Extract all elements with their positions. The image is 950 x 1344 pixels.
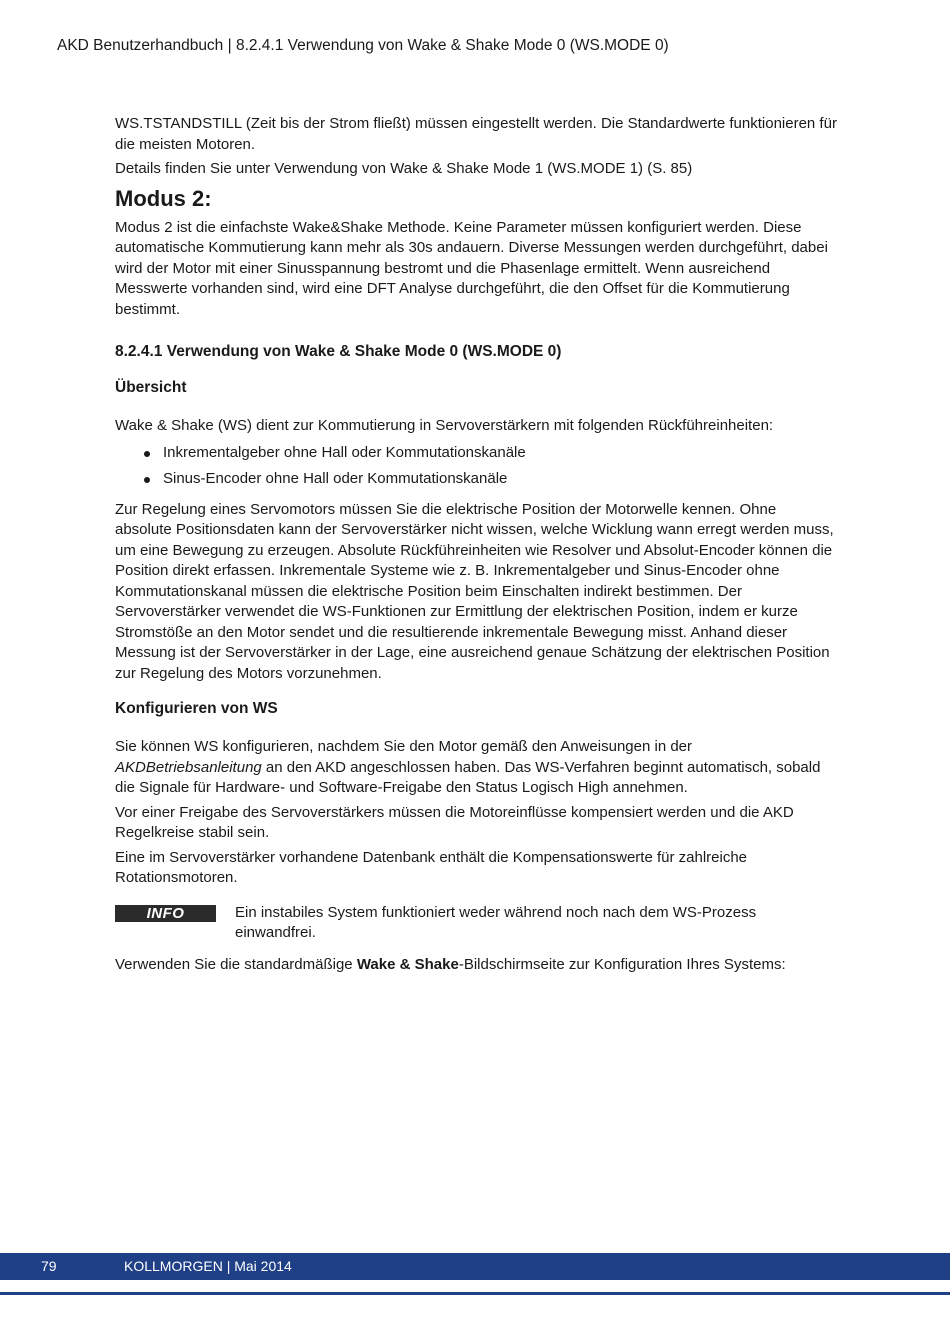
config-p4-text: Verwenden Sie die standardmäßige <box>115 955 357 973</box>
modus-2-paragraph: Modus 2 ist die einfachste Wake&Shake Methode. Keine Parameter müssen konfiguriert werden. Diese automatische Kommutierung kann mehr als 30s andauern. Diverse Messungen werden durchgeführt, dabei wird der Motor mit einer Sinusspannung bestromt und die Phasenlage ermittelt. Wenn ausreichend Messwerte vorhanden sind, wird eine DFT Analyse durchgeführt, die den Offset für die Kommutierung bestimmt. <box>115 218 828 318</box>
config-paragraph-4 <box>115 955 837 976</box>
overview-paragraph: Wake & Shake (WS) dient zur Kommutierung in Servoverstärkern mit folgenden Rückführeinheiten: <box>115 417 774 434</box>
section-body-paragraph: Zur Regelung eines Servomotors müssen Sie die elektrische Position der Motorwelle kennen. Ohne absolute Positionsdaten kann der Servoverstärker nicht wissen, welche Wicklung wann erregt werden muss, um eine Bewegung zu erzeugen. Absolute Rückführeinheiten wie Resolver und Absolut-Encoder können die Position direkt erfassen. Inkrementale Systeme wie z. B. Inkrementalgeber und Sinus-Encoder ohne Kommutationskanal müssen die elektrische Position beim Einschalten indirekt bestimmen. Der Servoverstärker verwendet die WS-Funktionen zur Ermittlung der elektrischen Position, indem er kurze Stromstöße an den Motor sendet und die resultierende inkrementale Bewegung misst. Anhand dieser Messung ist der Servoverstärker in der Lage, eine ausreichend genaue Schätzung der elektrischen Position zur Regelung des Motors vorzunehmen. <box>115 500 834 682</box>
section-heading: 8.2.4.1 Verwendung von Wake & Shake Mode 0 (WS.MODE 0) <box>115 343 562 360</box>
modus-2-heading: Modus 2: <box>115 185 212 211</box>
config-p4-text-end: -Bildschirmseite zur Konfiguration Ihres Systems: <box>458 955 786 973</box>
document-body <box>115 114 837 975</box>
list-item-text: Sinus-Encoder ohne Hall oder Kommutationskanäle <box>163 469 508 487</box>
page-number: 79 <box>41 1258 57 1274</box>
feedback-list <box>115 443 837 489</box>
config-p1-text: Sie können WS konfigurieren, nachdem Sie den Motor gemäß den Anweisungen in der <box>115 738 693 755</box>
footer-rule <box>0 1292 950 1295</box>
list-item <box>115 469 837 489</box>
bullet-icon <box>144 451 150 457</box>
info-text: Ein instabiles System funktioniert weder während noch nach dem WS-Prozess einwandfrei. <box>235 903 757 941</box>
bullet-icon <box>144 477 150 483</box>
wake-shake-term: Wake & Shake <box>356 955 459 973</box>
config-p1-text-end: an den AKD angeschlossen haben. Das WS-Verfahren beginnt automatisch, sobald die Signale für Hardware- und Software-Freigabe den Status Logisch High annehmen. <box>115 758 821 796</box>
intro-paragraph-1: WS.TSTANDSTILL (Zeit bis der Strom fließt) müssen eingestellt werden. Die Standardwerte funktionieren für die meisten Motoren. <box>115 115 837 153</box>
config-paragraph-1 <box>115 737 837 799</box>
overview-heading: Übersicht <box>115 379 187 396</box>
list-item <box>115 443 837 463</box>
footer-brand: KOLLMORGEN | Mai 2014 <box>124 1258 292 1274</box>
footer-bar <box>0 1253 950 1280</box>
config-paragraph-3: Eine im Servoverstärker vorhandene Datenbank enthält die Kompensationswerte für zahlreiche Rotationsmotoren. <box>115 848 748 886</box>
intro-paragraph-2: Details finden Sie unter Verwendung von Wake & Shake Mode 1 (WS.MODE 1) (S. 85) <box>115 160 693 177</box>
config-paragraph-2: Vor einer Freigabe des Servoverstärkers müssen die Motoreinflüsse kompensiert werden und die AKD Regelkreise stabil sein. <box>115 803 794 841</box>
info-note <box>115 903 837 944</box>
list-item-text: Inkrementalgeber ohne Hall oder Kommutationskanäle <box>163 443 526 461</box>
info-badge: INFO <box>115 905 216 922</box>
config-heading: Konfigurieren von WS <box>115 700 278 717</box>
manual-reference: AKDBetriebsanleitung <box>115 758 262 776</box>
page-header-title: AKD Benutzerhandbuch | 8.2.4.1 Verwendung von Wake & Shake Mode 0 (WS.MODE 0) <box>57 37 669 54</box>
